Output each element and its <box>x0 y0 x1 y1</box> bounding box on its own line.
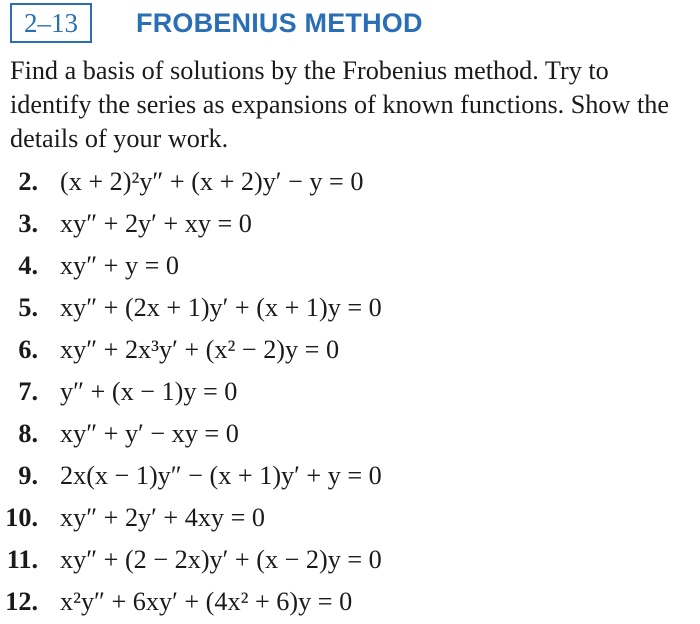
problem-equation: xy″ + 2y′ + xy = 0 <box>60 209 252 238</box>
problem-item <box>0 164 690 200</box>
problem-equation: xy″ + y′ − xy = 0 <box>60 419 239 448</box>
problem-equation: xy″ + 2y′ + 4xy = 0 <box>60 503 265 532</box>
problem-item <box>0 416 690 452</box>
problem-equation: xy″ + y = 0 <box>60 251 180 280</box>
problem-item <box>0 206 690 242</box>
problem-number: 12. <box>5 587 38 616</box>
instructions-text: Find a basis of solutions by the Frobenius method. Try to identify the series as expansions of known functions. Show the details of your work. <box>10 56 669 153</box>
problem-number: 11. <box>6 545 38 574</box>
problem-number: 7. <box>18 377 38 406</box>
problem-range-box: 2–13 <box>10 3 92 43</box>
problem-equation: x²y″ + 6xy′ + (4x² + 6)y = 0 <box>60 587 353 616</box>
section-title: FROBENIUS METHOD <box>136 7 423 38</box>
problem-item <box>0 248 690 284</box>
section-header <box>10 4 423 42</box>
problem-number: 4. <box>18 251 38 280</box>
problem-item <box>0 374 690 410</box>
problem-item <box>0 500 690 536</box>
problem-equation: xy″ + (2 − 2x)y′ + (x − 2)y = 0 <box>60 545 382 574</box>
problem-item <box>0 290 690 326</box>
problem-equation: xy″ + (2x + 1)y′ + (x + 1)y = 0 <box>60 293 382 322</box>
problem-item <box>0 458 690 494</box>
problem-item <box>0 542 690 578</box>
problem-number: 8. <box>18 419 38 448</box>
problem-number: 10. <box>5 503 38 532</box>
problem-number: 9. <box>18 461 38 490</box>
problem-item <box>0 332 690 368</box>
problem-equation: (x + 2)²y″ + (x + 2)y′ − y = 0 <box>60 167 364 196</box>
problem-number: 3. <box>18 209 38 238</box>
problem-equation: xy″ + 2x³y′ + (x² − 2)y = 0 <box>60 335 340 364</box>
problem-number: 6. <box>18 335 38 364</box>
problem-number: 5. <box>18 293 38 322</box>
problem-item <box>0 584 690 620</box>
problem-equation: y″ + (x − 1)y = 0 <box>60 377 238 406</box>
problem-number: 2. <box>18 167 38 196</box>
problem-equation: 2x(x − 1)y″ − (x + 1)y′ + y = 0 <box>60 461 382 490</box>
